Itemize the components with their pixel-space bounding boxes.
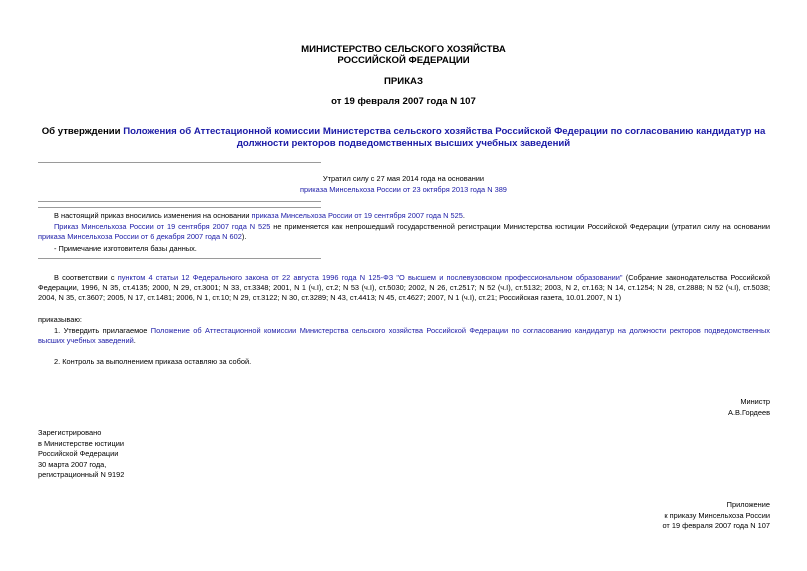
not-applied-paragraph [38, 222, 770, 242]
changes-link[interactable]: приказа Минсельхоза России от 19 сентября 2007 года N 525 [251, 211, 463, 220]
basis-paragraph [38, 273, 770, 303]
order-word: приказываю: [38, 315, 82, 324]
divider [38, 162, 321, 163]
document-type: ПРИКАЗ [384, 76, 423, 87]
appendix-reference: к приказу Минсельхоза России [664, 511, 770, 520]
not-applied-end: ). [241, 232, 247, 241]
signatory-position: Министр [740, 397, 770, 406]
changes-paragraph [38, 211, 770, 221]
ministry-name-line2: РОССИЙСКОЙ ФЕДЕРАЦИИ [337, 55, 470, 66]
regulation-link[interactable]: Положение об Аттестационной комиссии Министерства сельского хозяйства Российской Федерации по согласованию кандидатур на должности ректоров подведомственных высших учебных заведений [38, 326, 771, 345]
document-date: от 19 февраля 2007 года N 107 [331, 96, 476, 107]
document-title [30, 126, 777, 150]
divider [38, 258, 321, 259]
appendix-date: от 19 февраля 2007 года N 107 [662, 521, 770, 530]
divider [38, 207, 321, 208]
changes-text: В настоящий приказ вносились изменения на основании [54, 211, 252, 220]
ministry-name-line1: МИНИСТЕРСТВО СЕЛЬСКОГО ХОЗЯЙСТВА [301, 44, 506, 55]
appendix-label: Приложение [726, 500, 770, 509]
registration-date: 30 марта 2007 года, [38, 460, 107, 469]
not-applied-link[interactable]: Приказ Минсельхоза России от 19 сентября 2007 года N 525 [54, 222, 271, 231]
order-item-2: 2. Контроль за выполнением приказа оставляю за собой. [54, 357, 252, 366]
title-link[interactable]: Положения об Аттестационной комиссии Министерства сельского хозяйства Российской Федерации по согласованию кандидатур на должности ректоров подведомственных высших учебных заведений [123, 126, 766, 149]
order-item-1 [38, 326, 770, 346]
item1-end: . [133, 336, 136, 345]
registration-line2: в Министерстве юстиции [38, 439, 125, 448]
basis-text: В соответствии с [54, 273, 118, 282]
law-link[interactable]: пунктом 4 статьи 12 Федерального закона от 22 августа 1996 года N 125-ФЗ "О высшем и послевузовском профессиональном образовании" [117, 273, 623, 282]
signatory-name: А.В.Гордеев [728, 408, 770, 417]
basis-rest: (Собрание законодательства Российской Федерации, 1996, N 35, ст.4135; 2000, N 29, ст.3001; N 33, ст.3348; 2001, N 1 (ч.I), ст.2; N 53 (ч.I), ст.5030; 2002, N 26, ст.2517; N 52 (ч.I), ст.5132; 2003, N 2, ст.163; N 14, ст.1254; N 28, ст.2888; N 52 (ч.I), ст.5038; 2004, N 35, ст.3607; 2005, N 17, ст.1481; 2006, N 1, ст.10; N 29, ст.3122; N 30, ст.3289; N 43, ст.4413; N 45, ст.4627; 2007, N 1 (ч.I), ст.21; Российская газета, 10.01.2007, N 1) [38, 273, 771, 302]
db-note: - Примечание изготовителя базы данных. [54, 244, 197, 253]
item1-text: 1. Утвердить прилагаемое [54, 326, 151, 335]
repeal-order-link[interactable]: приказа Минсельхоза России от 6 декабря 2007 года N 602 [38, 232, 242, 241]
status-link-row [0, 185, 807, 195]
registration-line3: Российской Федерации [38, 449, 119, 458]
registration-number: регистрационный N 9192 [38, 470, 125, 479]
not-applied-text: не применяется как непрошедший государственной регистрации Министерства юстиции Российской Федерации (утратил силу на основании [270, 222, 770, 231]
status-repeal-link[interactable]: приказа Минсельхоза России от 23 октября 2013 года N 389 [300, 185, 507, 194]
registration-line1: Зарегистрировано [38, 428, 102, 437]
status-line: Утратил силу с 27 мая 2014 года на основании [322, 174, 485, 183]
title-prefix: Об утверждении [41, 126, 124, 137]
divider [38, 201, 321, 202]
changes-end: . [462, 211, 465, 220]
